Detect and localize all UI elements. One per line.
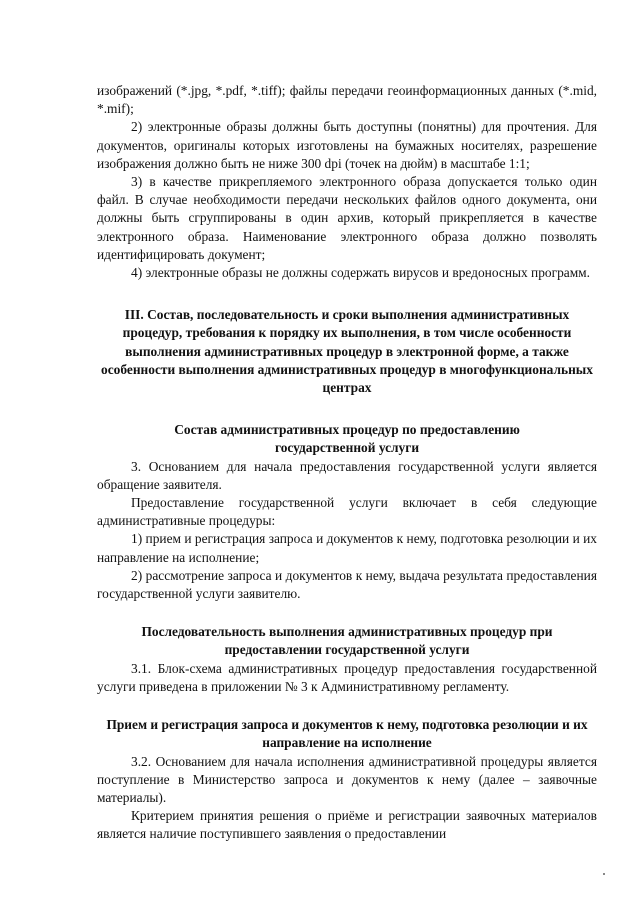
subsection-heading-composition: Состав административных процедур по предоставлению государственной услуги xyxy=(174,422,520,456)
paragraph-decision-criterion: Критерием принятия решения о приёме и регистрации заявочных материалов является наличие поступившего заявления о предоставлении xyxy=(97,808,597,842)
section-heading: III. Состав, последовательность и сроки выполнения административных процедур, требования к порядку их выполнения, в том числе особенности выполнения административных процедур в электронной форме, а также особенности выполнения административных процедур в многофункциональных центрах xyxy=(101,307,593,396)
paragraph-includes: Предоставление государственной услуги включает в себя следующие административные процедуры: xyxy=(97,495,597,529)
paragraph-block-scheme: 3.1. Блок-схема административных процедур предоставления государственной услуги приведена в приложении № 3 к Административному регламенту. xyxy=(97,660,597,694)
spacer xyxy=(97,696,597,716)
paragraph-basis: 3. Основанием для начала предоставления государственной услуги является обращение заявителя. xyxy=(97,458,597,492)
subsection-heading-sequence: Последовательность выполнения административных процедур при предоставлении государственной услуги xyxy=(141,624,553,658)
paragraph-readability: 2) электронные образы должны быть доступны (понятны) для прочтения. Для документов, оригиналы которых изготовлены на бумажных носителях, разрешение изображения должно быть не ниже 300 dpi (точек на дюйм) в масштабе 1:1; xyxy=(97,119,597,171)
paragraph-procedure-1: 1) прием и регистрация запроса и документов к нему, подготовка резолюции и их направление на исполнение; xyxy=(97,531,597,565)
paragraph-file-formats: изображений (*.jpg, *.pdf, *.tiff); файлы передачи геоинформационных данных (*.mid, *.mif); xyxy=(97,83,597,117)
spacer xyxy=(97,282,597,306)
paragraph-no-viruses: 4) электронные образы не должны содержать вирусов и вредоносных программ. xyxy=(131,265,591,281)
spacer xyxy=(97,603,597,623)
paragraph-execution-basis: 3.2. Основанием для начала исполнения административной процедуры является поступление в Министерство запроса и документов к нему (далее – заявочные материалы). xyxy=(97,753,597,805)
paragraph-procedure-2: 2) рассмотрение запроса и документов к нему, выдача результата предоставления государственной услуги заявителю. xyxy=(97,567,597,602)
spacer xyxy=(97,397,597,421)
document-page xyxy=(97,82,597,844)
scan-dot xyxy=(603,873,605,875)
paragraph-single-file: 3) в качестве прикрепляемого электронного образа допускается только один файл. В случае необходимости передачи нескольких файлов одного документа, они должны быть сгруппированы в один архив, который прикрепляется в качестве электронного образа. Наименование электронного образа должно позволять идентифицировать документ; xyxy=(97,174,597,262)
subsection-heading-reception: Прием и регистрация запроса и документов к нему, подготовка резолюции и их направление на исполнение xyxy=(106,717,588,751)
